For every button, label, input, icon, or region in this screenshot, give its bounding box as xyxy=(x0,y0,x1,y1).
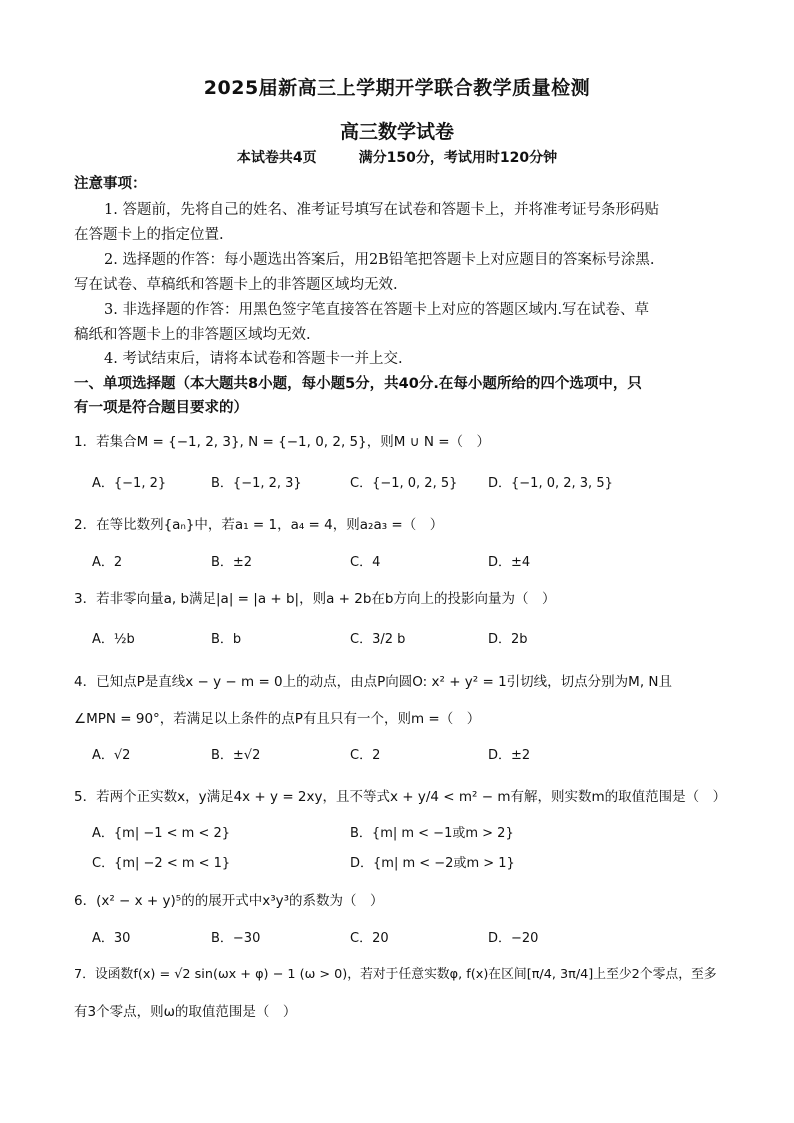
question-1-option-a: A．{−1, 2} xyxy=(92,476,167,491)
exam-title: 2025届新高三上学期开学联合教学质量检测 xyxy=(203,77,591,99)
question-4-option-d: D．±2 xyxy=(488,748,531,763)
question-7-stem-line2: 有3个零点，则ω的取值范围是（ ） xyxy=(74,1004,297,1020)
question-2-option-b: B．±2 xyxy=(211,555,253,570)
question-7-stem-line1: 7．设函数f(x) = √2 sin(ωx + φ) − 1 (ω > 0)，若对于任意实数φ, f(x)在区间[π/4, 3π/4]上至少2个零点，至多 xyxy=(74,967,717,982)
notice-heading: 注意事项： xyxy=(74,176,147,192)
notice-line: 1. 答题前，先将自己的姓名、准考证号填写在试卷和答题卡上，并将准考证号条形码贴 xyxy=(104,202,659,218)
notice-line: 3. 非选择题的作答：用黑色签字笔直接答在答题卡上对应的答题区域内.写在试卷、草 xyxy=(104,302,650,318)
notice-line: 稿纸和答题卡上的非答题区域均无效. xyxy=(74,327,311,343)
section-heading: 一、单项选择题（本大题共8小题，每小题5分，共40分.在每小题所给的四个选项中，只 xyxy=(74,376,642,392)
question-2-option-a: A．2 xyxy=(92,555,123,570)
question-6-option-d: D．−20 xyxy=(488,931,539,946)
exam-info xyxy=(0,147,794,167)
question-1-option-c: C．{−1, 0, 2, 5} xyxy=(350,476,458,491)
question-3-option-c: C．3/2 b xyxy=(350,632,406,647)
question-5-option-b: B．{m| m < −1或m > 2} xyxy=(350,826,514,841)
question-1-option-d: D．{−1, 0, 2, 3, 5} xyxy=(488,476,613,491)
question-4-option-a: A．√2 xyxy=(92,748,131,763)
notice-line: 4. 考试结束后，请将本试卷和答题卡一并上交. xyxy=(104,351,403,367)
question-2-option-c: C．4 xyxy=(350,555,381,570)
question-4-stem-line1: 4．已知点P是直线x − y − m = 0上的动点，由点P向圆O: x² + y² = 1引切线，切点分别为M, N且 xyxy=(74,674,673,690)
question-5-option-a: A．{m| −1 < m < 2} xyxy=(92,826,231,841)
exam-subtitle: 高三数学试卷 xyxy=(339,121,454,143)
question-6-option-c: C．20 xyxy=(350,931,389,946)
question-2-option-d: D．±4 xyxy=(488,555,531,570)
question-6-option-b: B．−30 xyxy=(211,931,261,946)
page-count: 本试卷共4页 xyxy=(236,150,317,166)
question-5-option-c: C．{m| −2 < m < 1} xyxy=(92,856,231,871)
score-time: 满分150分，考试用时120分钟 xyxy=(358,150,558,166)
question-1-option-b: B．{−1, 2, 3} xyxy=(211,476,302,491)
question-2-stem: 2．在等比数列{aₙ}中，若a₁ = 1，a₄ = 4，则a₂a₃ =（ ） xyxy=(74,517,444,533)
question-4-option-c: C．2 xyxy=(350,748,381,763)
question-3-option-b: B．b xyxy=(211,632,242,647)
question-1-stem: 1．若集合M = {−1, 2, 3}, N = {−1, 0, 2, 5}，则M ∪ N =（ ） xyxy=(74,434,491,450)
notice-line: 在答题卡上的指定位置. xyxy=(74,227,224,243)
question-5-stem: 5．若两个正实数x，y满足4x + y = 2xy，且不等式x + y/4 < m² − m有解，则实数m的取值范围是（ ） xyxy=(74,789,727,805)
notice-line: 2. 选择题的作答：每小题选出答案后，用2B铅笔把答题卡上对应题目的答案标号涂黑. xyxy=(104,252,655,268)
section-heading: 有一项是符合题目要求的） xyxy=(74,400,248,416)
question-3-option-a: A．½b xyxy=(92,632,135,647)
question-4-option-b: B．±√2 xyxy=(211,748,261,763)
question-3-stem: 3．若非零向量a, b满足|a| = |a + b|，则a + 2b在b方向上的投影向量为（ ） xyxy=(74,591,556,607)
notice-line: 写在试卷、草稿纸和答题卡上的非答题区域均无效. xyxy=(74,277,398,293)
question-5-option-d: D．{m| m < −2或m > 1} xyxy=(350,856,515,871)
question-4-stem-line2: ∠MPN = 90°，若满足以上条件的点P有且只有一个，则m =（ ） xyxy=(74,711,481,727)
question-3-option-d: D．2b xyxy=(488,632,528,647)
question-6-option-a: A．30 xyxy=(92,931,131,946)
question-6-stem: 6．(x² − x + y)⁵的的展开式中x³y³的系数为（ ） xyxy=(74,893,384,909)
